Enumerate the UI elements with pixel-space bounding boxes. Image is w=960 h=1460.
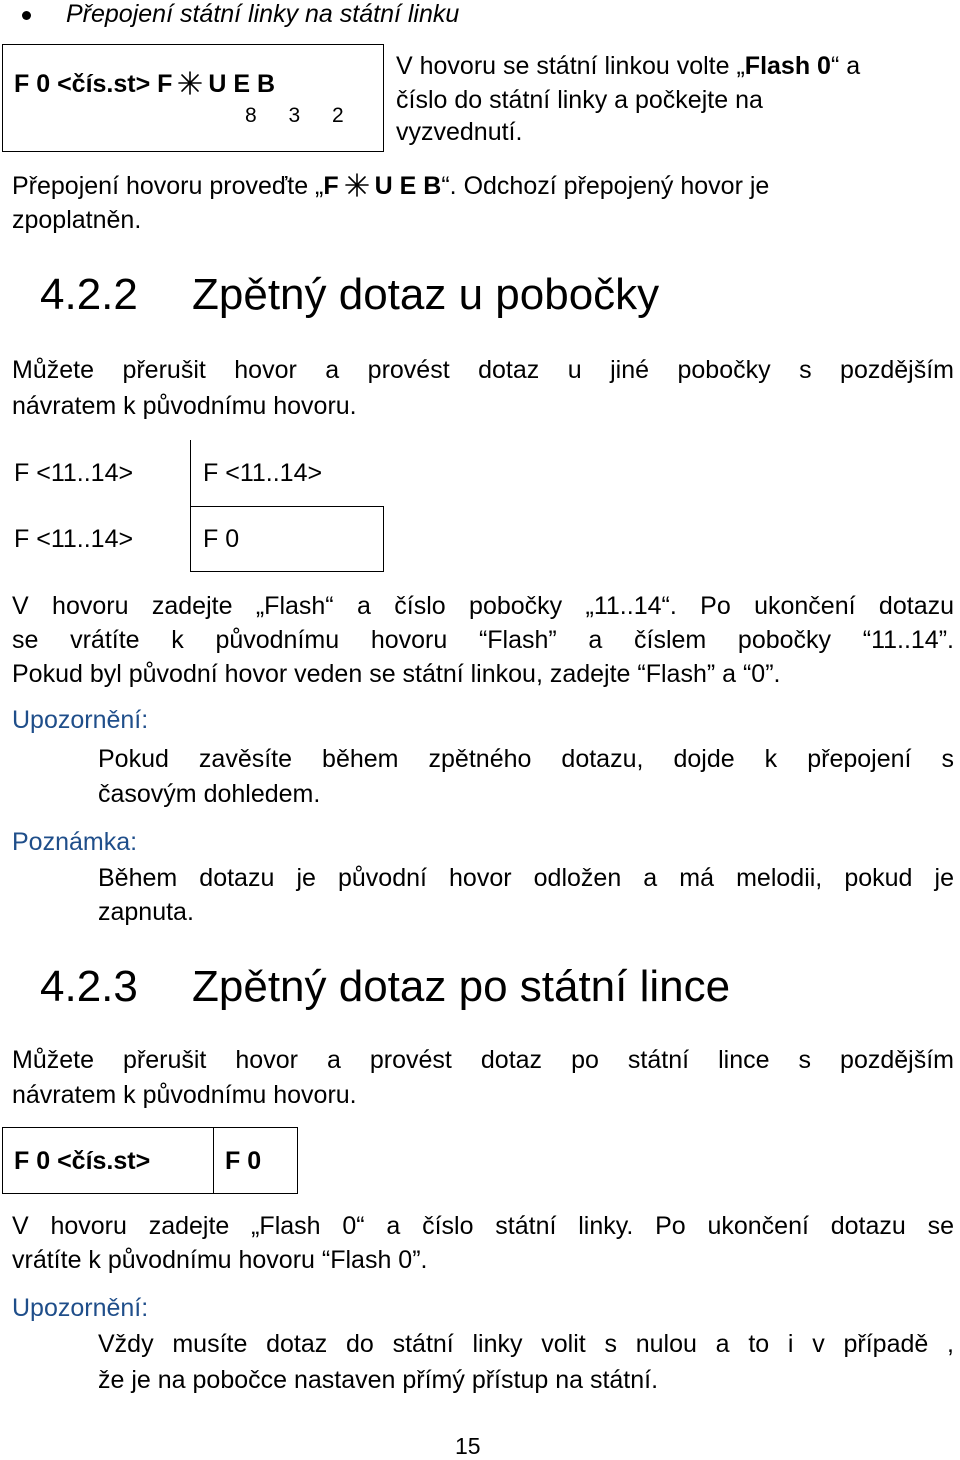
warning-label: Upozornění: (12, 706, 149, 734)
table-423-c2: F 0 (225, 1147, 262, 1175)
table-422-r1c1: F <11..14> (14, 459, 134, 487)
asterisk-star-icon (178, 71, 202, 95)
key-sequence (14, 70, 275, 99)
warning-text-1: Pokud zavěsíte během zpětného dotazu, dojde k přepojení s (98, 745, 954, 773)
transfer-pre: Přepojení hovoru proveďte „ (12, 172, 324, 200)
transfer-post: “. Odchozí přepojený hovor je (441, 172, 770, 200)
table-423-c1: F 0 <čís.st> (14, 1147, 151, 1175)
section-422-body-3: Pokud byl původní hovor veden se státní linkou, zadejte “Flash” a “0”. (12, 660, 781, 688)
desc-line-1-end: “ a (830, 52, 861, 80)
table-422-r1c2: F <11..14> (203, 459, 323, 487)
key-digits: 8 3 2 (245, 104, 357, 127)
section-422-body-2: se vrátíte k původnímu hovoru “Flash” a číslem pobočky “11..14”. (12, 626, 954, 654)
asterisk-star-icon (345, 173, 369, 197)
warning-text-2: časovým dohledem. (98, 780, 321, 808)
transfer-line-1 (12, 172, 769, 201)
section-422-body-1: V hovoru zadejte „Flash“ a číslo pobočky „11..14“. Po ukončení dotazu (12, 592, 954, 620)
warning-label-423: Upozornění: (12, 1294, 149, 1322)
section-423-number: 4.2.3 (40, 962, 138, 1011)
transfer-bold-f: F (323, 172, 339, 200)
section-423-body-1: V hovoru zadejte „Flash 0“ a číslo státní linky. Po ukončení dotazu se (12, 1212, 954, 1240)
key-sequence-prefix: F 0 <čís.st> F (14, 70, 173, 98)
section-422-intro-1: Můžete přerušit hovor a provést dotaz u jiné pobočky s pozdějším (12, 356, 954, 384)
table-422-r2c2: F 0 (203, 525, 240, 553)
transfer-line-2: zpoplatněn. (12, 206, 142, 234)
transfer-bold-ueb: U E B (374, 172, 442, 200)
table-423-divider (213, 1127, 214, 1194)
section-422-number: 4.2.2 (40, 270, 138, 319)
table-422-r2c1: F <11..14> (14, 525, 134, 553)
bullet-icon (22, 11, 31, 20)
desc-line-2: číslo do státní linky a počkejte na (396, 86, 763, 114)
section-423-intro-2: návratem k původnímu hovoru. (12, 1081, 357, 1109)
section-423-body-2: vrátíte k původnímu hovoru “Flash 0”. (12, 1246, 428, 1274)
desc-flash0: Flash 0 (744, 52, 831, 80)
key-sequence-suffix: U E B (208, 70, 276, 98)
desc-line-1 (396, 52, 860, 81)
section-422-title: Zpětný dotaz u pobočky (192, 270, 660, 319)
page-number: 15 (455, 1433, 481, 1459)
desc-line-1-text: V hovoru se státní linkou volte „ (396, 52, 745, 80)
note-label: Poznámka: (12, 828, 138, 856)
section-423-intro-1: Můžete přerušit hovor a provést dotaz po státní lince s pozdějším (12, 1046, 954, 1074)
warning-423-text-1: Vždy musíte dotaz do státní linky volit s nulou a to i v případě , (98, 1330, 954, 1358)
desc-line-3: vyzvednutí. (396, 118, 523, 146)
note-text-2: zapnuta. (98, 898, 194, 926)
section-422-intro-2: návratem k původnímu hovoru. (12, 392, 357, 420)
note-text-1: Během dotazu je původní hovor odložen a má melodii, pokud je (98, 864, 954, 892)
section-423-title: Zpětný dotaz po státní lince (192, 962, 731, 1011)
warning-423-text-2: že je na pobočce nastaven přímý přístup na státní. (98, 1366, 659, 1394)
bullet-title: Přepojení státní linky na státní linku (66, 0, 460, 28)
